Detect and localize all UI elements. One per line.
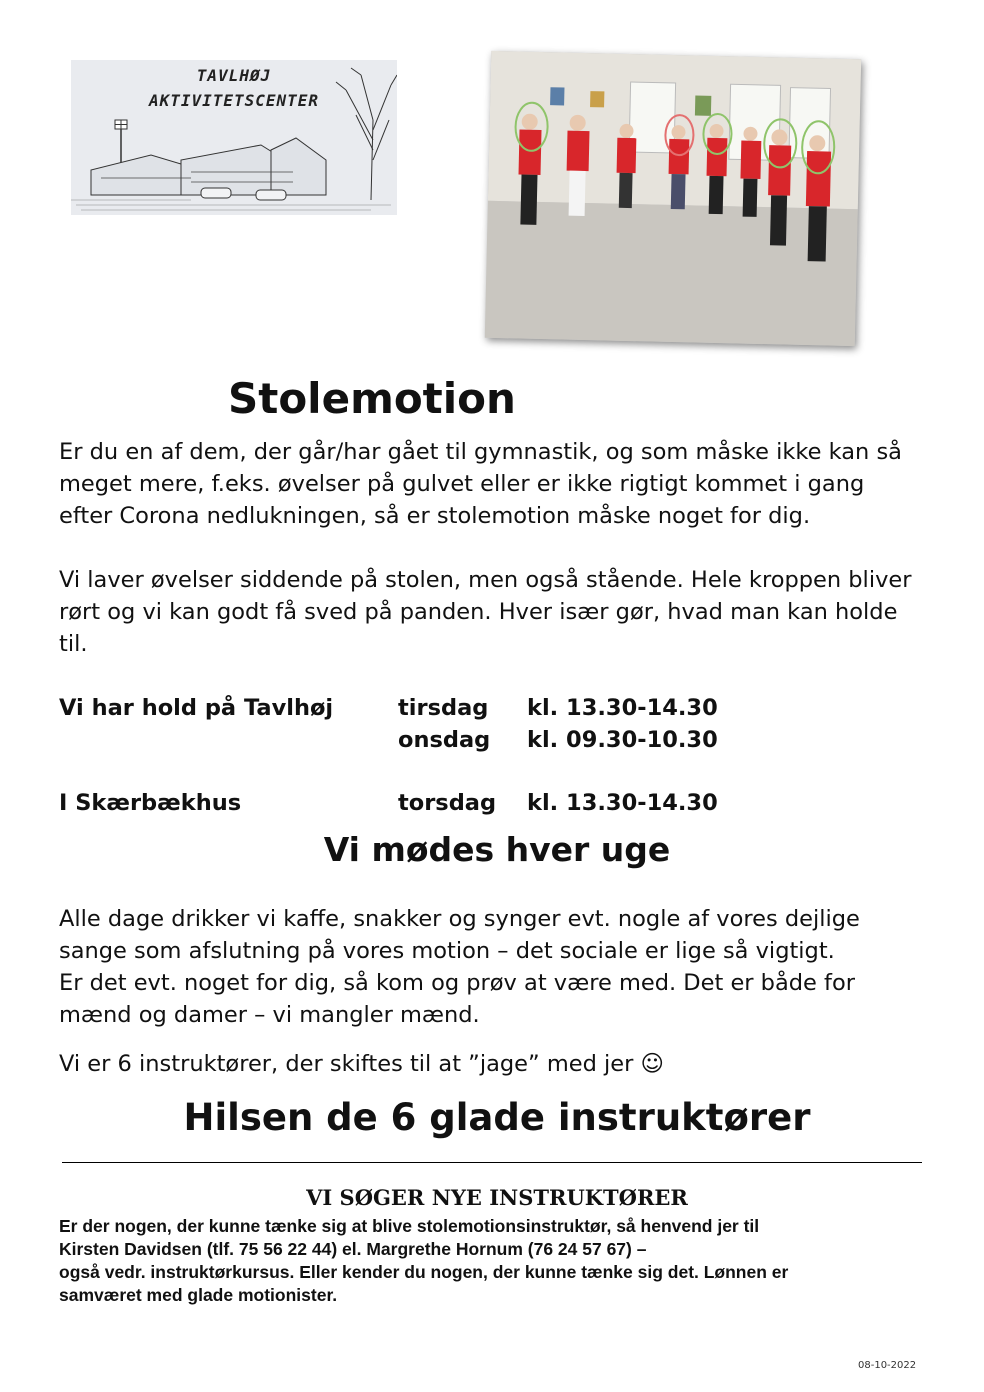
intro-line: Er du en af dem, der går/har gået til gymnastik, og som måske ikke kan så [59, 439, 902, 465]
exercises-paragraph [59, 564, 959, 660]
building-sketch [71, 60, 397, 215]
greeting-heading: Hilsen de 6 glade instruktører [183, 1096, 811, 1139]
document-date: 08-10-2022 [858, 1360, 917, 1371]
social-line: Alle dage drikker vi kaffe, snakker og synger evt. nogle af vores dejlige [59, 906, 860, 932]
intro-line: efter Corona nedlukningen, så er stolemotion måske noget for dig. [59, 503, 811, 529]
schedule-place: Vi har hold på Tavlhøj [59, 695, 334, 721]
recruit-line: Er der nogen, der kunne tænke sig at blive stolemotionsinstruktør, så henvend jer til [59, 1216, 760, 1236]
logo-line-1: TAVLHØJ [196, 66, 272, 85]
recruit-line: Kirsten Davidsen (tlf. 75 56 22 44) el. Margrethe Hornum (76 24 57 67) – [59, 1239, 647, 1259]
social-paragraph [59, 903, 959, 1031]
logo [71, 60, 397, 215]
intro-line: meget mere, f.eks. øvelser på gulvet eller er ikke rigtigt kommet i gang [59, 471, 865, 497]
logo-line-2: AKTIVITETSCENTER [148, 91, 320, 110]
schedule-day: onsdag [398, 727, 491, 753]
recruit-line: også vedr. instruktørkursus. Eller kender du nogen, der kunne tænke sig det. Lønnen er [59, 1262, 789, 1282]
schedule-time: kl. 09.30-10.30 [527, 727, 718, 753]
recruit-heading: VI SØGER NYE INSTRUKTØRER [306, 1185, 688, 1210]
instructors-line: Vi er 6 instruktører, der skiftes til at ”jage” med jer ☺ [59, 1051, 664, 1077]
weekly-heading: Vi mødes hver uge [323, 830, 671, 869]
social-line: sange som afslutning på vores motion – det sociale er lige så vigtigt. [59, 938, 835, 964]
schedule-day: tirsdag [398, 695, 489, 721]
exercises-line: til. [59, 631, 88, 657]
social-line: mænd og damer – vi mangler mænd. [59, 1002, 480, 1028]
recruit-paragraph [59, 1215, 949, 1307]
schedule-day: torsdag [398, 790, 497, 816]
exercises-line: rørt og vi kan godt få sved på panden. Hver især gør, hvad man kan holde [59, 599, 898, 625]
exercises-line: Vi laver øvelser siddende på stolen, men også stående. Hele kroppen bliver [59, 567, 912, 593]
photo-scene [485, 51, 861, 346]
schedule-place: I Skærbækhus [59, 790, 242, 816]
page-title: Stolemotion [228, 374, 516, 423]
schedule-time: kl. 13.30-14.30 [527, 790, 718, 816]
schedule-time: kl. 13.30-14.30 [527, 695, 718, 721]
intro-paragraph [59, 436, 959, 532]
recruit-line: samværet med glade motionister. [59, 1285, 338, 1305]
divider [62, 1162, 922, 1163]
social-line: Er det evt. noget for dig, så kom og prøv at være med. Det er både for [59, 970, 855, 996]
group-photo [485, 51, 861, 346]
